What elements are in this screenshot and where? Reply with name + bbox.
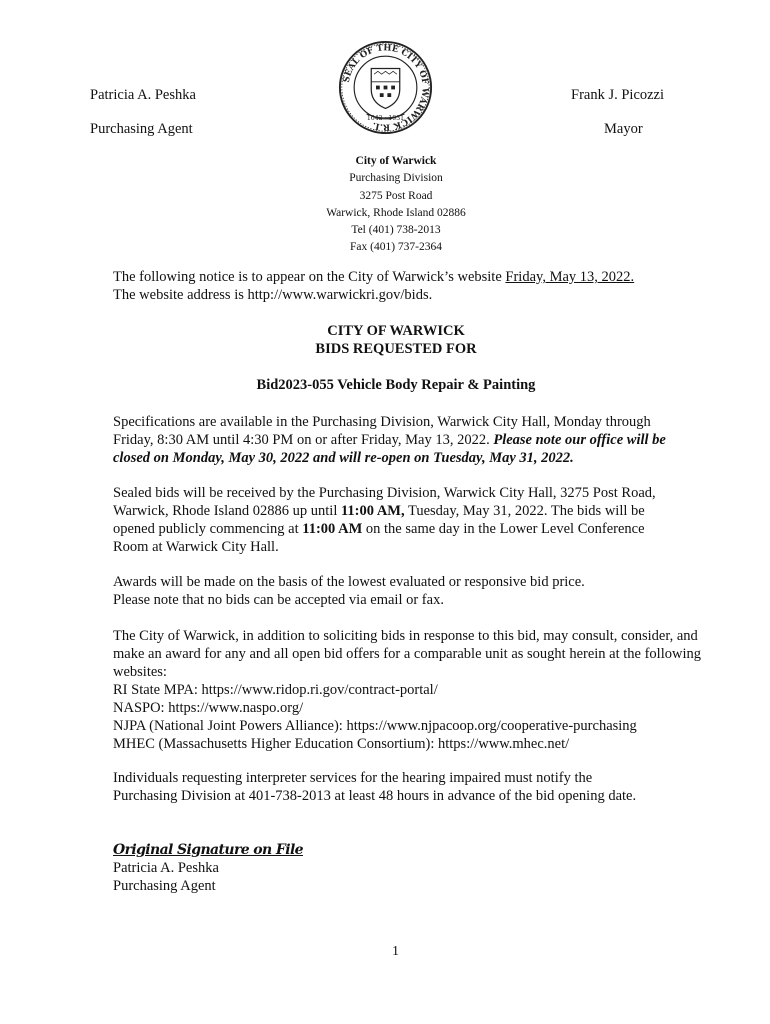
left-name: Patricia A. Peshka xyxy=(90,87,196,103)
page-number: 1 xyxy=(392,944,399,959)
sealed-part3: on the same day in the Lower Level Conference Room at Warwick City Hall. xyxy=(113,521,645,555)
bid-title: Bid2023-055 Vehicle Body Repair & Painting xyxy=(256,377,536,393)
site-njpa: NJPA (National Joint Powers Alliance): https://www.njpacoop.org/cooperative-purchasing xyxy=(113,718,637,734)
interpreter-line1: Individuals requesting interpreter services for the hearing impaired must notify the xyxy=(113,770,593,786)
title-line1: CITY OF WARWICK xyxy=(327,323,465,339)
cooperative-paragraph xyxy=(113,627,701,753)
city-seal-logo xyxy=(338,40,433,135)
office-address xyxy=(0,153,770,257)
signature-block xyxy=(113,841,703,895)
notice xyxy=(113,268,713,304)
sealed-paragraph xyxy=(113,484,677,556)
signature-title: Purchasing Agent xyxy=(113,878,216,894)
signature-note: Original Signature on File xyxy=(113,842,303,858)
specs-emphasis: Please note our office will be closed on Monday, May 30, 2022 and will re-open on Tuesday, May 31, 2022. xyxy=(113,432,666,466)
awards-line1: Awards will be made on the basis of the lowest evaluated or responsive bid price. xyxy=(113,574,585,590)
signature-name: Patricia A. Peshka xyxy=(113,860,219,876)
notice-date: Friday, May 13, 2022. xyxy=(505,269,635,285)
site-ri-state-mpa: RI State MPA: https://www.ridop.ri.gov/contract-portal/ xyxy=(113,682,438,698)
title-line2: BIDS REQUESTED FOR xyxy=(315,341,477,357)
office-tel: Tel (401) 738-2013 xyxy=(351,224,441,237)
site-naspo: NASPO: https://www.naspo.org/ xyxy=(113,700,304,716)
sealed-part1: Sealed bids will be received by the Purchasing Division, Warwick City Hall, 3275 Post Road, Warwick, Rhode Island 02886 up until xyxy=(113,485,656,519)
office-division: Purchasing Division xyxy=(349,172,443,185)
cooperative-intro: The City of Warwick, in addition to soliciting bids in response to this bid, may consult, consider, and make an award for any and all open bid offers for a comparable unit as sought herein at the following websites: xyxy=(113,628,701,680)
awards-paragraph xyxy=(113,573,703,609)
interpreter-paragraph xyxy=(113,769,703,805)
office-name: City of Warwick xyxy=(355,155,437,167)
right-title: Mayor xyxy=(604,121,643,137)
specs-text: Specifications are available in the Purchasing Division, Warwick City Hall, Monday through Friday, 8:30 AM until 4:30 PM on or after Friday, May 13, 2022. xyxy=(113,414,651,448)
sealed-part2: Tuesday, May 31, 2022. The bids will be opened publicly commencing at xyxy=(113,503,645,537)
awards-line2: Please note that no bids can be accepted via email or fax. xyxy=(113,592,444,608)
notice-line1: The following notice is to appear on the City of Warwick’s website xyxy=(113,269,506,285)
interpreter-line2: Purchasing Division at 401-738-2013 at least 48 hours in advance of the bid opening date. xyxy=(113,788,637,804)
sealed-time2: 11:00 AM xyxy=(302,521,363,537)
notice-line2: The website address is http://www.warwickri.gov/bids. xyxy=(113,287,433,303)
office-street: 3275 Post Road xyxy=(359,189,433,202)
right-name: Frank J. Picozzi xyxy=(571,87,665,103)
specs-paragraph xyxy=(113,413,685,467)
office-fax: Fax (401) 737-2364 xyxy=(350,241,442,254)
seal-text: SEAL OF THE CITY OF WARWICK R.I. xyxy=(341,43,430,132)
office-city: Warwick, Rhode Island 02886 xyxy=(326,206,466,219)
seal-years: 1642 · 1931 xyxy=(366,114,405,122)
left-title: Purchasing Agent xyxy=(90,121,193,137)
site-mhec: MHEC (Massachusetts Higher Education Consortium): https://www.mhec.net/ xyxy=(113,736,570,752)
sealed-time1: 11:00 AM, xyxy=(340,503,405,519)
